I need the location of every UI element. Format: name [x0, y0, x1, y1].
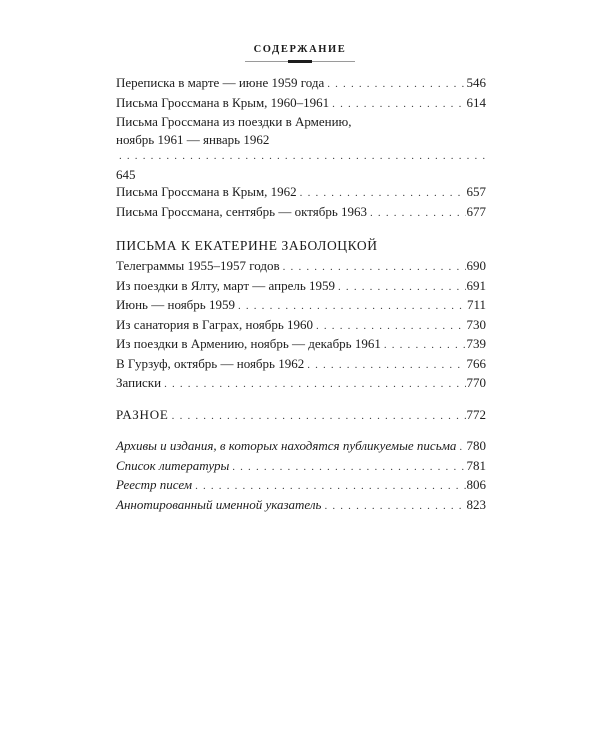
toc-entry-page: 770 [466, 375, 486, 390]
toc-entry[interactable] [116, 94, 486, 114]
toc-entry-page: 730 [466, 316, 486, 332]
toc-entry-page: 772 [466, 406, 486, 422]
toc-entry-page: 546 [466, 75, 486, 90]
toc-entry-title-line1: Письма Гроссмана из поездки в Армению, [116, 114, 352, 129]
toc-entry-page: 677 [466, 203, 486, 219]
toc-leader-dots [332, 96, 465, 114]
toc-leader-dots [238, 298, 466, 316]
toc-entry-page: 711 [466, 297, 486, 312]
toc-entry-title: Список литературы [116, 457, 230, 473]
toc-entry-title: Письма Гроссмана, сентябрь — октябрь 1963 [116, 203, 368, 219]
toc-entry-page: 614 [466, 94, 486, 110]
page-title: СОДЕРЖАНИЕ [253, 44, 347, 55]
toc-leader-dots [384, 337, 466, 355]
toc-entry[interactable] [116, 335, 486, 355]
toc-entry-page: 690 [466, 258, 486, 273]
toc-entry-title: Аннотированный именной указатель [116, 496, 322, 512]
page-header [0, 44, 600, 62]
toc-leader-dots [283, 259, 466, 277]
toc-leader-dots [172, 408, 466, 426]
toc-entry[interactable] [116, 203, 486, 223]
toc-entry-page: 806 [466, 477, 486, 492]
toc-entry-page: 781 [466, 457, 486, 473]
toc-leader-dots [370, 205, 465, 223]
toc-entry-title: Телеграммы 1955–1957 годов [116, 258, 280, 273]
toc-entry[interactable] [116, 183, 486, 203]
toc-entry-page: 691 [466, 277, 486, 293]
toc-entry-appendix[interactable] [116, 496, 486, 516]
toc-entry-misc[interactable] [116, 406, 486, 426]
toc-entry-appendix[interactable] [116, 476, 486, 496]
toc-entry-title: ноябрь 1961 — январь 1962 [116, 131, 270, 147]
toc-entry-page: 766 [466, 355, 486, 371]
toc-entry-title: Из поездки в Ялту, март — апрель 1959 [116, 277, 336, 293]
toc-leader-dots [164, 376, 465, 394]
toc-entry-title: Переписка в марте — июне 1959 года [116, 75, 325, 90]
toc-entry[interactable] [116, 113, 486, 183]
toc-entry[interactable] [116, 257, 486, 277]
toc-entry[interactable] [116, 316, 486, 336]
toc-entry-title: Из санатория в Гаграх, ноябрь 1960 [116, 316, 313, 332]
toc-entry-page: 780 [466, 438, 486, 453]
toc-entry-title: Из поездки в Армению, ноябрь — декабрь 1961 [116, 336, 381, 351]
header-rule [245, 61, 355, 62]
toc-entry-page: 739 [466, 336, 486, 351]
toc-entry-title: Июнь — ноябрь 1959 [116, 297, 235, 312]
toc-leader-dots [327, 76, 465, 94]
toc-leader-dots [324, 498, 465, 516]
toc-entry-page: 657 [466, 184, 486, 199]
toc-entry-page: 823 [466, 496, 486, 512]
toc-entry-title: Письма Гроссмана в Крым, 1962 [116, 184, 297, 199]
toc-entry[interactable] [116, 296, 486, 316]
toc-leader-dots [338, 279, 465, 297]
toc-entry-title: Реестр писем [116, 477, 193, 492]
toc-entry-appendix[interactable] [116, 457, 486, 477]
toc-leader-dots [300, 185, 466, 203]
toc-entry-title: РАЗНОЕ [116, 406, 169, 422]
toc-leader-dots [316, 318, 466, 336]
toc-leader-dots [459, 439, 465, 457]
toc-leader-dots [195, 478, 465, 496]
toc-entry-title: Записки [116, 375, 162, 390]
toc-entry[interactable] [116, 277, 486, 297]
toc-entry-title: Письма Гроссмана в Крым, 1960–1961 [116, 94, 330, 110]
table-of-contents [116, 74, 486, 515]
toc-entry-page: 645 [116, 166, 136, 182]
toc-entry[interactable] [116, 374, 486, 394]
toc-entry-title: Архивы и издания, в которых находятся публикуемые письма [116, 438, 457, 453]
toc-entry-title: В Гурзуф, октябрь — ноябрь 1962 [116, 355, 305, 371]
toc-leader-dots [307, 357, 465, 375]
toc-leader-dots [119, 148, 485, 166]
toc-entry-appendix[interactable] [116, 437, 486, 457]
toc-leader-dots [232, 459, 465, 477]
section-heading: ПИСЬМА К ЕКАТЕРИНЕ ЗАБОЛОЦКОЙ [116, 238, 378, 253]
toc-entry[interactable] [116, 74, 486, 94]
toc-entry[interactable] [116, 355, 486, 375]
